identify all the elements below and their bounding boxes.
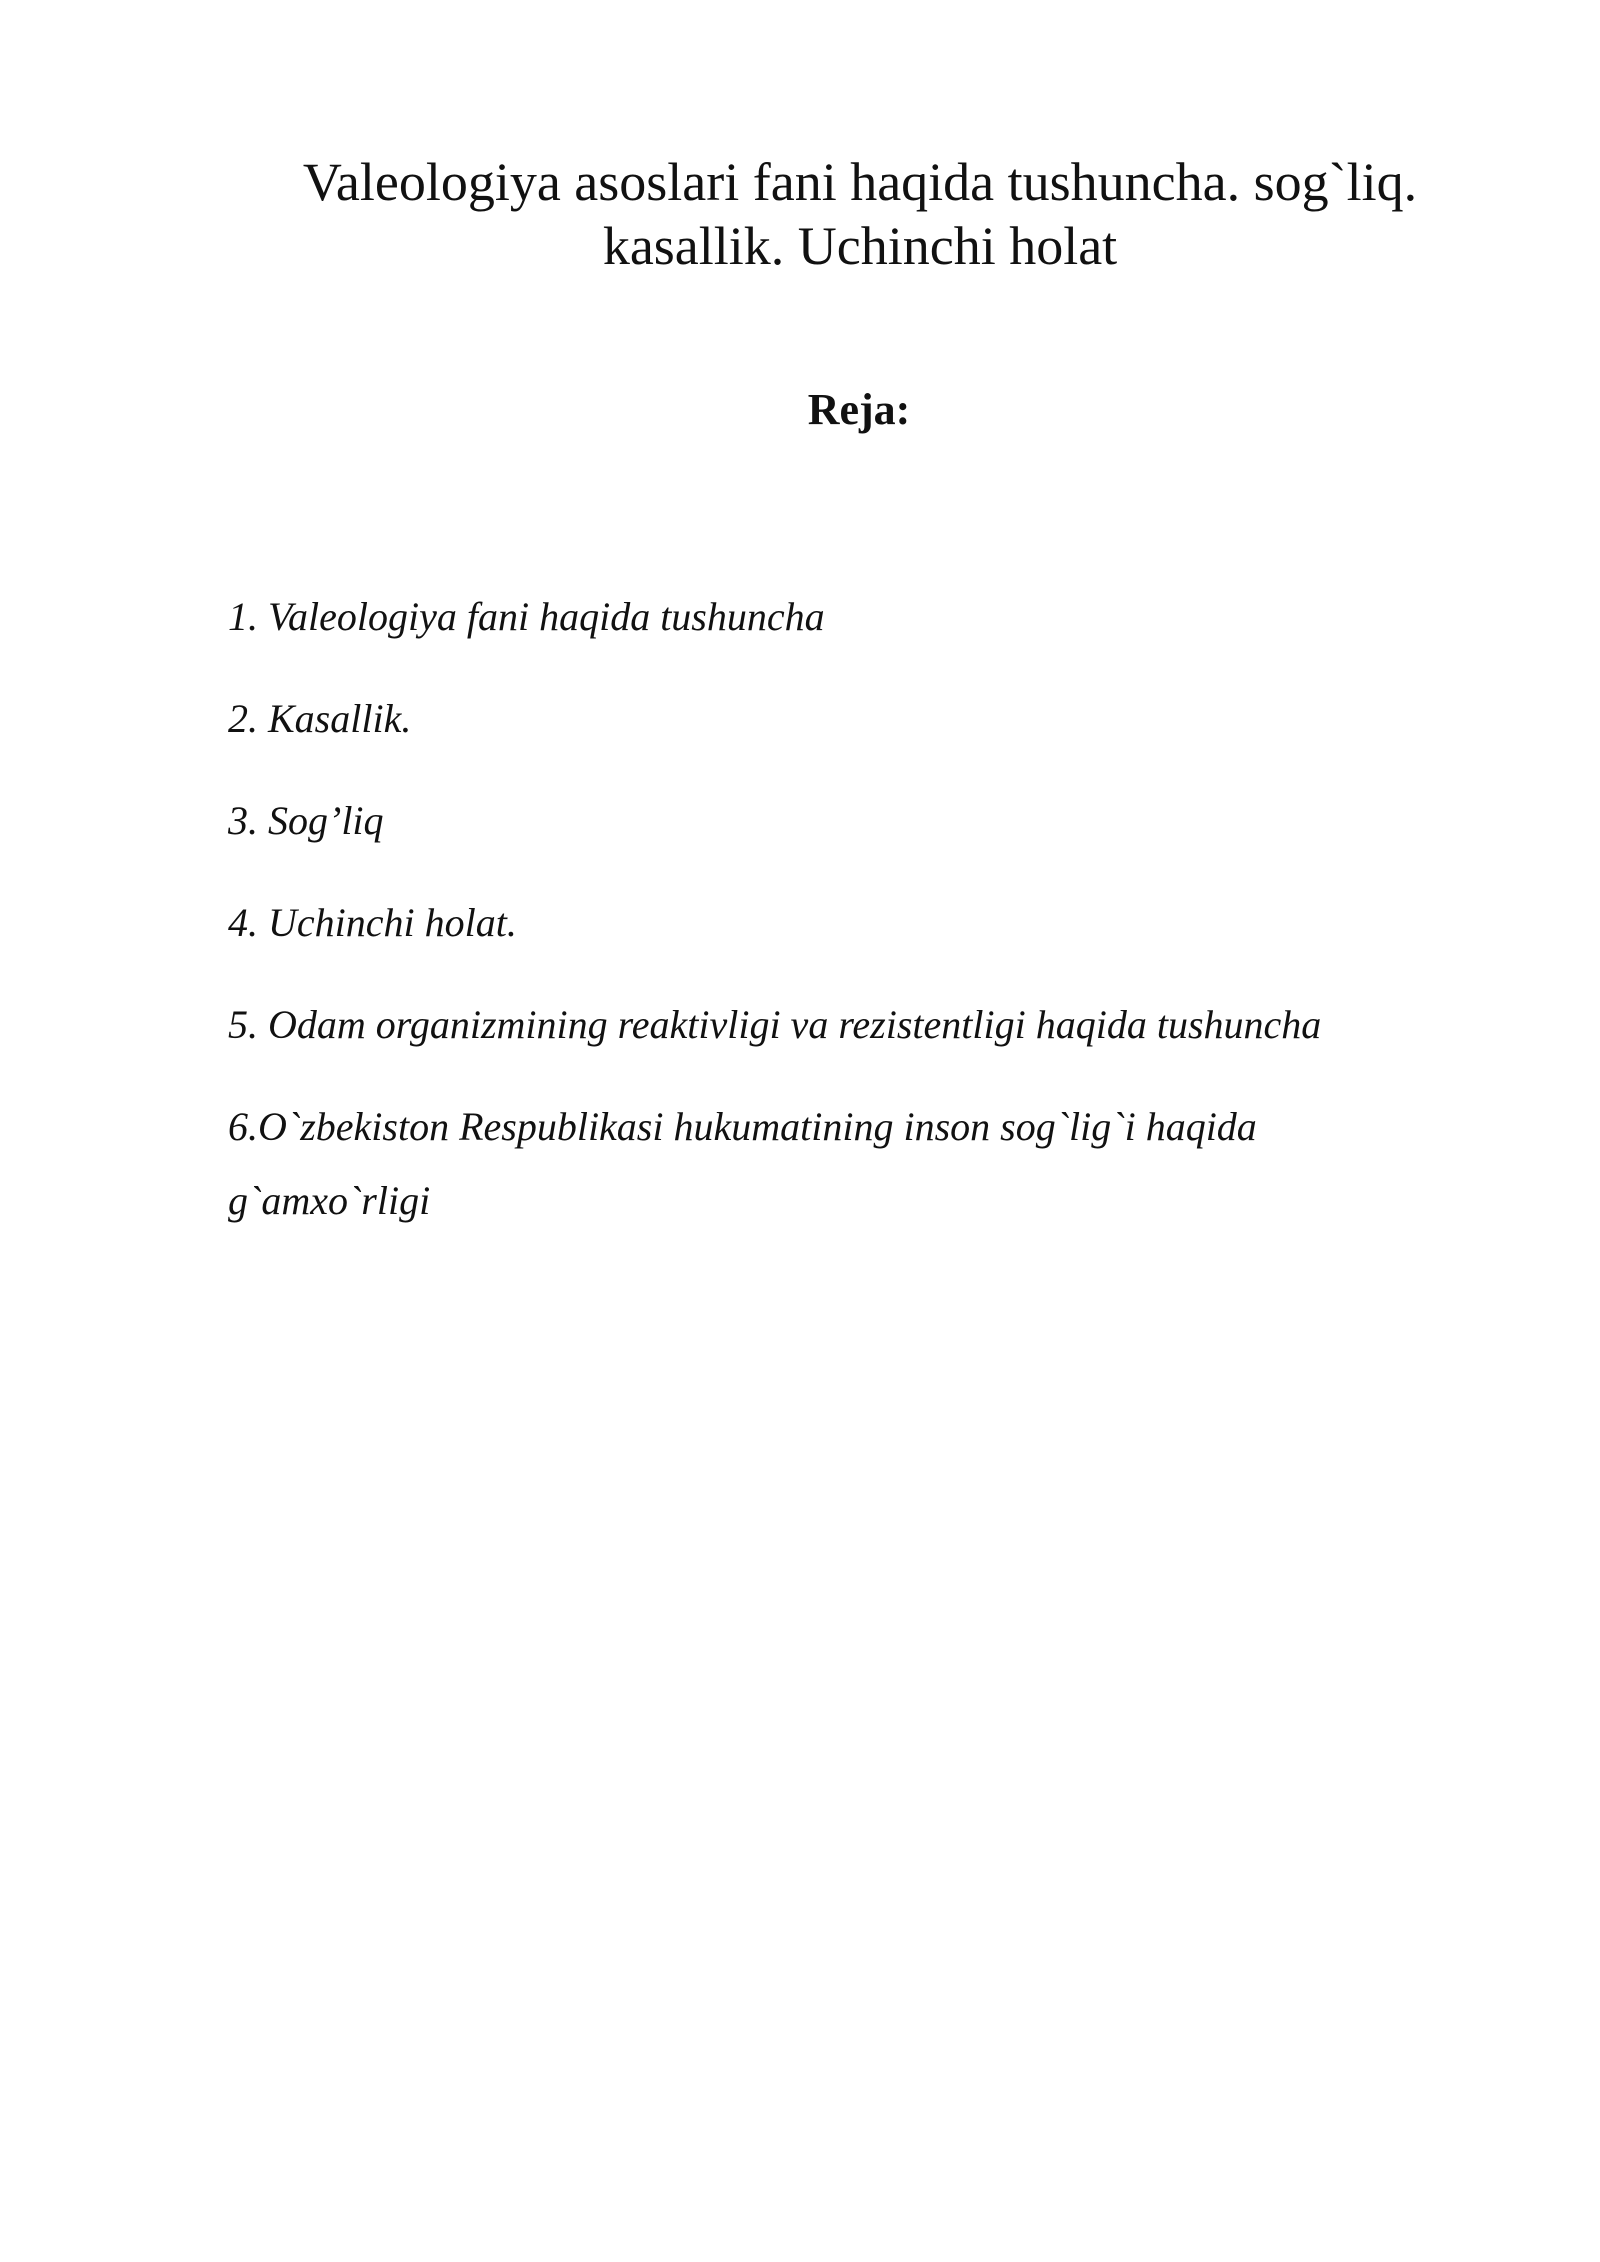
plan-heading: Reja: — [807, 385, 911, 434]
plan-item-6-line-2: g`amxo`rligi — [228, 1178, 431, 1223]
plan-item-5: 5. Odam organizmining reaktivligi va rezistentligi haqida tushuncha — [228, 1002, 1322, 1047]
plan-item-3: 3. Sog’liq — [228, 798, 384, 843]
document-title-line-2: kasallik. Uchinchi holat — [602, 216, 1118, 276]
plan-item-6 — [228, 1090, 1468, 1238]
plan-item-2: 2. Kasallik. — [228, 696, 412, 741]
plan-item-1: 1. Valeologiya fani haqida tushuncha — [228, 594, 825, 639]
document-title-line-1: Valeologiya asoslari fani haqida tushuncha. sog`liq. — [302, 152, 1418, 212]
plan-item-4: 4. Uchinchi holat. — [228, 900, 517, 945]
document-title — [200, 150, 1520, 278]
plan-item-6-line-1: 6.O`zbekiston Respublikasi hukumatining inson sog`lig`i haqida — [228, 1104, 1257, 1149]
plan-list — [228, 580, 1468, 1266]
